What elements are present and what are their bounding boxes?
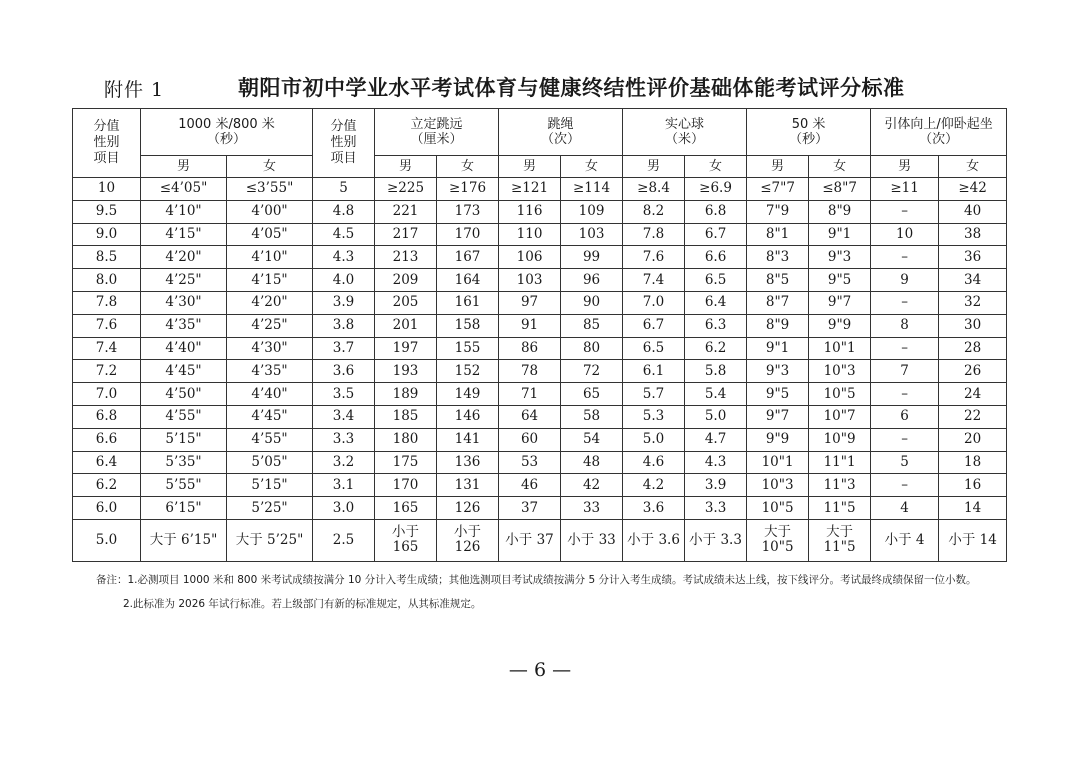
table-cell: – — [871, 246, 939, 269]
table-cell: 10"5 — [747, 497, 809, 520]
table-cell: 4’45" — [227, 405, 313, 428]
table-cell: 175 — [375, 451, 437, 474]
table-row — [73, 269, 1007, 292]
table-cell: 18 — [939, 451, 1007, 474]
table-cell: 4’25" — [227, 314, 313, 337]
table-row — [73, 474, 1007, 497]
table-cell: ≥121 — [499, 178, 561, 201]
table-row — [73, 246, 1007, 269]
table-cell: 149 — [437, 383, 499, 406]
table-cell: 9 — [871, 269, 939, 292]
group-header-rope: 跳绳 （次） — [499, 109, 623, 156]
table-cell: ≤8"7 — [809, 178, 871, 201]
table-cell: 7 — [871, 360, 939, 383]
table-cell: 72 — [561, 360, 623, 383]
table-cell: 9"1 — [809, 223, 871, 246]
table-cell: 126 — [437, 497, 499, 520]
table-cell: 86 — [499, 337, 561, 360]
table-cell: 小于 3.6 — [623, 519, 685, 561]
table-cell: 5.0 — [685, 405, 747, 428]
table-cell: 4’15" — [227, 269, 313, 292]
table-cell: 4.0 — [313, 269, 375, 292]
table-cell: 152 — [437, 360, 499, 383]
table-cell: 42 — [561, 474, 623, 497]
table-cell: 197 — [375, 337, 437, 360]
table-cell: 8"3 — [747, 246, 809, 269]
table-cell: 3.9 — [313, 291, 375, 314]
group-header-run: 1000 米/800 米 （秒） — [141, 109, 313, 156]
table-cell: 217 — [375, 223, 437, 246]
table-cell: 小于 126 — [437, 519, 499, 561]
table-cell: 20 — [939, 428, 1007, 451]
table-cell: 大于 10"5 — [747, 519, 809, 561]
table-cell: 116 — [499, 200, 561, 223]
table-cell: 71 — [499, 383, 561, 406]
table-cell: 167 — [437, 246, 499, 269]
table-cell: 4.3 — [685, 451, 747, 474]
group-header-50m: 50 米 （秒） — [747, 109, 871, 156]
table-cell: 185 — [375, 405, 437, 428]
table-cell: 9"9 — [747, 428, 809, 451]
corner-header-2: 分值 性别 项目 — [313, 109, 375, 178]
table-cell: 146 — [437, 405, 499, 428]
male-header: 男 — [375, 156, 437, 178]
table-cell: – — [871, 383, 939, 406]
table-cell: 6.1 — [623, 360, 685, 383]
table-cell: 64 — [499, 405, 561, 428]
table-cell: 5 — [871, 451, 939, 474]
table-cell: 37 — [499, 497, 561, 520]
table-cell: 大于 6’15" — [141, 519, 227, 561]
table-cell: 3.0 — [313, 497, 375, 520]
table-cell: 80 — [561, 337, 623, 360]
table-cell: 193 — [375, 360, 437, 383]
table-cell: 103 — [561, 223, 623, 246]
table-cell: 6.2 — [73, 474, 141, 497]
table-cell: 4’20" — [141, 246, 227, 269]
table-cell: 173 — [437, 200, 499, 223]
male-header: 男 — [141, 156, 227, 178]
table-cell: 91 — [499, 314, 561, 337]
table-cell: 10"1 — [747, 451, 809, 474]
table-cell: 3.2 — [313, 451, 375, 474]
table-cell: 4 — [871, 497, 939, 520]
table-cell: 4’40" — [141, 337, 227, 360]
table-cell: 4.3 — [313, 246, 375, 269]
table-row — [73, 200, 1007, 223]
table-row-last — [73, 519, 1007, 561]
table-cell: – — [871, 200, 939, 223]
table-cell: 3.7 — [313, 337, 375, 360]
table-row — [73, 178, 1007, 201]
header-row-groups — [73, 109, 1007, 156]
table-cell: 6.7 — [685, 223, 747, 246]
table-cell: 6.5 — [623, 337, 685, 360]
table-cell: 4’00" — [227, 200, 313, 223]
table-cell: 161 — [437, 291, 499, 314]
table-cell: 9.5 — [73, 200, 141, 223]
table-cell: 4.6 — [623, 451, 685, 474]
table-cell: 103 — [499, 269, 561, 292]
table-cell: 5.3 — [623, 405, 685, 428]
table-cell: 9"9 — [809, 314, 871, 337]
table-cell: 8.2 — [623, 200, 685, 223]
table-cell: ≥114 — [561, 178, 623, 201]
table-cell: 4.2 — [623, 474, 685, 497]
table-cell: 3.6 — [313, 360, 375, 383]
table-cell: 5’35" — [141, 451, 227, 474]
table-cell: 5.8 — [685, 360, 747, 383]
table-cell: 136 — [437, 451, 499, 474]
table-cell: 180 — [375, 428, 437, 451]
table-cell: 10"5 — [809, 383, 871, 406]
table-cell: 5.4 — [685, 383, 747, 406]
table-cell: 28 — [939, 337, 1007, 360]
table-cell: 5’15" — [227, 474, 313, 497]
table-cell: 9"7 — [747, 405, 809, 428]
table-cell: 3.4 — [313, 405, 375, 428]
table-cell: 3.3 — [685, 497, 747, 520]
table-cell: 9"7 — [809, 291, 871, 314]
table-cell: 4’35" — [227, 360, 313, 383]
table-cell: 大于 5’25" — [227, 519, 313, 561]
table-cell: 9"3 — [747, 360, 809, 383]
table-cell: 46 — [499, 474, 561, 497]
table-cell: 221 — [375, 200, 437, 223]
table-cell: ≤3’55" — [227, 178, 313, 201]
table-cell: 97 — [499, 291, 561, 314]
table-cell: 6.7 — [623, 314, 685, 337]
table-cell: 7.2 — [73, 360, 141, 383]
table-cell: 11"5 — [809, 497, 871, 520]
table-cell: – — [871, 337, 939, 360]
table-cell: 22 — [939, 405, 1007, 428]
table-row — [73, 291, 1007, 314]
table-cell: 8 — [871, 314, 939, 337]
table-cell: 6.3 — [685, 314, 747, 337]
table-cell: 11"3 — [809, 474, 871, 497]
table-cell: 4.5 — [313, 223, 375, 246]
table-row — [73, 383, 1007, 406]
page-number: — 6 — — [508, 659, 572, 681]
table-cell: 6 — [871, 405, 939, 428]
female-header: 女 — [685, 156, 747, 178]
table-cell: 24 — [939, 383, 1007, 406]
table-cell: 170 — [437, 223, 499, 246]
table-cell: 33 — [561, 497, 623, 520]
table-cell: 8"9 — [809, 200, 871, 223]
table-cell: 7"9 — [747, 200, 809, 223]
table-cell: 30 — [939, 314, 1007, 337]
note-2: 2.此标准为 2026 年试行标准。若上级部门有新的标准规定，从其标准规定。 — [123, 598, 482, 610]
male-header: 男 — [747, 156, 809, 178]
table-cell: 5’15" — [141, 428, 227, 451]
scoring-table — [72, 108, 1007, 562]
table-row — [73, 428, 1007, 451]
table-cell: 4’30" — [141, 291, 227, 314]
table-cell: 9"1 — [747, 337, 809, 360]
table-cell: 32 — [939, 291, 1007, 314]
table-cell: 4.8 — [313, 200, 375, 223]
table-row — [73, 497, 1007, 520]
table-cell: 8"5 — [747, 269, 809, 292]
table-cell: 78 — [499, 360, 561, 383]
table-cell: 58 — [561, 405, 623, 428]
table-cell: ≤4’05" — [141, 178, 227, 201]
table-cell: 99 — [561, 246, 623, 269]
table-cell: 170 — [375, 474, 437, 497]
note-1: 备注：1.必测项目 1000 米和 800 米考试成绩按满分 10 分计入考生成绩；其他选测项目考试成绩按满分 5 分计入考生成绩。考试成绩未达上线，按下线评分。考试最终成绩保留一位小数。 — [96, 574, 977, 586]
table-cell: 201 — [375, 314, 437, 337]
table-cell: 小于 4 — [871, 519, 939, 561]
table-row — [73, 405, 1007, 428]
table-cell: 53 — [499, 451, 561, 474]
table-cell: 90 — [561, 291, 623, 314]
table-cell: 5.0 — [623, 428, 685, 451]
table-cell: 3.1 — [313, 474, 375, 497]
table-cell: ≥176 — [437, 178, 499, 201]
table-cell: 8"9 — [747, 314, 809, 337]
table-row — [73, 314, 1007, 337]
table-cell: 9"3 — [809, 246, 871, 269]
table-cell: ≥42 — [939, 178, 1007, 201]
table-cell: 7.4 — [73, 337, 141, 360]
table-cell: 10"3 — [809, 360, 871, 383]
table-cell: 8.5 — [73, 246, 141, 269]
table-cell: 7.8 — [73, 291, 141, 314]
table-cell: 4’10" — [227, 246, 313, 269]
table-cell: 65 — [561, 383, 623, 406]
table-cell: – — [871, 474, 939, 497]
table-cell: 189 — [375, 383, 437, 406]
table-cell: 9"5 — [747, 383, 809, 406]
table-cell: 6.5 — [685, 269, 747, 292]
table-cell: 34 — [939, 269, 1007, 292]
table-cell: 110 — [499, 223, 561, 246]
table-cell: 7.4 — [623, 269, 685, 292]
table-cell: 10 — [871, 223, 939, 246]
table-cell: 6.0 — [73, 497, 141, 520]
header-row-gender — [73, 156, 1007, 178]
table-cell: 14 — [939, 497, 1007, 520]
table-cell: 8.0 — [73, 269, 141, 292]
male-header: 男 — [871, 156, 939, 178]
table-cell: 16 — [939, 474, 1007, 497]
table-cell: 3.8 — [313, 314, 375, 337]
table-cell: 4.7 — [685, 428, 747, 451]
table-cell: 131 — [437, 474, 499, 497]
table-cell: – — [871, 428, 939, 451]
table-cell: 54 — [561, 428, 623, 451]
table-cell: 6’15" — [141, 497, 227, 520]
table-cell: 4’15" — [141, 223, 227, 246]
table-cell: 大于 11"5 — [809, 519, 871, 561]
table-cell: 小于 165 — [375, 519, 437, 561]
table-cell: 7.0 — [623, 291, 685, 314]
table-cell: 4’25" — [141, 269, 227, 292]
table-cell: 小于 33 — [561, 519, 623, 561]
table-row — [73, 451, 1007, 474]
table-cell: 48 — [561, 451, 623, 474]
table-cell: 7.6 — [73, 314, 141, 337]
table-cell: ≥8.4 — [623, 178, 685, 201]
table-cell: 213 — [375, 246, 437, 269]
table-cell: 6.8 — [73, 405, 141, 428]
table-cell: 141 — [437, 428, 499, 451]
table-cell: 40 — [939, 200, 1007, 223]
group-header-ball: 实心球 （米） — [623, 109, 747, 156]
table-cell: 5’55" — [141, 474, 227, 497]
table-cell: 6.8 — [685, 200, 747, 223]
group-header-pullup: 引体向上/仰卧起坐 （次） — [871, 109, 1007, 156]
table-cell: 10 — [73, 178, 141, 201]
female-header: 女 — [561, 156, 623, 178]
corner-header: 分值 性别 项目 — [73, 109, 141, 178]
table-cell: 38 — [939, 223, 1007, 246]
table-cell: 7.6 — [623, 246, 685, 269]
table-cell: ≤7"7 — [747, 178, 809, 201]
female-header: 女 — [437, 156, 499, 178]
table-cell: 85 — [561, 314, 623, 337]
table-cell: 106 — [499, 246, 561, 269]
male-header: 男 — [623, 156, 685, 178]
notes — [96, 570, 1006, 615]
table-cell: 6.4 — [685, 291, 747, 314]
table-cell: 10"1 — [809, 337, 871, 360]
table-cell: 165 — [375, 497, 437, 520]
female-header: 女 — [939, 156, 1007, 178]
table-row — [73, 337, 1007, 360]
table-cell: 60 — [499, 428, 561, 451]
table-cell: 155 — [437, 337, 499, 360]
table-cell: ≥11 — [871, 178, 939, 201]
table-cell: 5’05" — [227, 451, 313, 474]
table-cell: 26 — [939, 360, 1007, 383]
table-cell: 4’35" — [141, 314, 227, 337]
table-cell: 小于 37 — [499, 519, 561, 561]
table-cell: 3.3 — [313, 428, 375, 451]
table-cell: 11"1 — [809, 451, 871, 474]
table-cell: 6.6 — [73, 428, 141, 451]
table-cell: 5’25" — [227, 497, 313, 520]
table-cell: – — [871, 291, 939, 314]
table-cell: ≥225 — [375, 178, 437, 201]
table-cell: 8"7 — [747, 291, 809, 314]
table-cell: 小于 14 — [939, 519, 1007, 561]
table-cell: 3.9 — [685, 474, 747, 497]
table-row — [73, 360, 1007, 383]
table-cell: 小于 3.3 — [685, 519, 747, 561]
table-cell: 7.0 — [73, 383, 141, 406]
table-cell: 10"7 — [809, 405, 871, 428]
group-header-long-jump: 立定跳远 （厘米） — [375, 109, 499, 156]
table-cell: 9"5 — [809, 269, 871, 292]
table-cell: 36 — [939, 246, 1007, 269]
table-cell: 10"3 — [747, 474, 809, 497]
table-cell: 96 — [561, 269, 623, 292]
table-cell: 6.2 — [685, 337, 747, 360]
table-cell: 5.0 — [73, 519, 141, 561]
table-cell: 109 — [561, 200, 623, 223]
table-cell: 10"9 — [809, 428, 871, 451]
table-row — [73, 223, 1007, 246]
table-cell: 4’05" — [227, 223, 313, 246]
table-cell: 164 — [437, 269, 499, 292]
table-cell: 7.8 — [623, 223, 685, 246]
table-cell: 6.4 — [73, 451, 141, 474]
male-header: 男 — [499, 156, 561, 178]
table-cell: 4’55" — [227, 428, 313, 451]
table-cell: 6.6 — [685, 246, 747, 269]
table-cell: 4’45" — [141, 360, 227, 383]
table-cell: 158 — [437, 314, 499, 337]
table-cell: 4’10" — [141, 200, 227, 223]
attachment-label: 附件 1 — [104, 79, 165, 101]
table-cell: 8"1 — [747, 223, 809, 246]
table-cell: 5 — [313, 178, 375, 201]
table-cell: 4’40" — [227, 383, 313, 406]
table-cell: 5.7 — [623, 383, 685, 406]
table-cell: 3.6 — [623, 497, 685, 520]
table-cell: 2.5 — [313, 519, 375, 561]
female-header: 女 — [227, 156, 313, 178]
table-cell: 4’30" — [227, 337, 313, 360]
table-cell: 205 — [375, 291, 437, 314]
table-cell: 3.5 — [313, 383, 375, 406]
table-cell: 4’20" — [227, 291, 313, 314]
table-cell: 4’50" — [141, 383, 227, 406]
document-title: 朝阳市初中学业水平考试体育与健康终结性评价基础体能考试评分标准 — [238, 75, 905, 100]
table-cell: ≥6.9 — [685, 178, 747, 201]
female-header: 女 — [809, 156, 871, 178]
table-cell: 209 — [375, 269, 437, 292]
table-cell: 4’55" — [141, 405, 227, 428]
table-cell: 9.0 — [73, 223, 141, 246]
